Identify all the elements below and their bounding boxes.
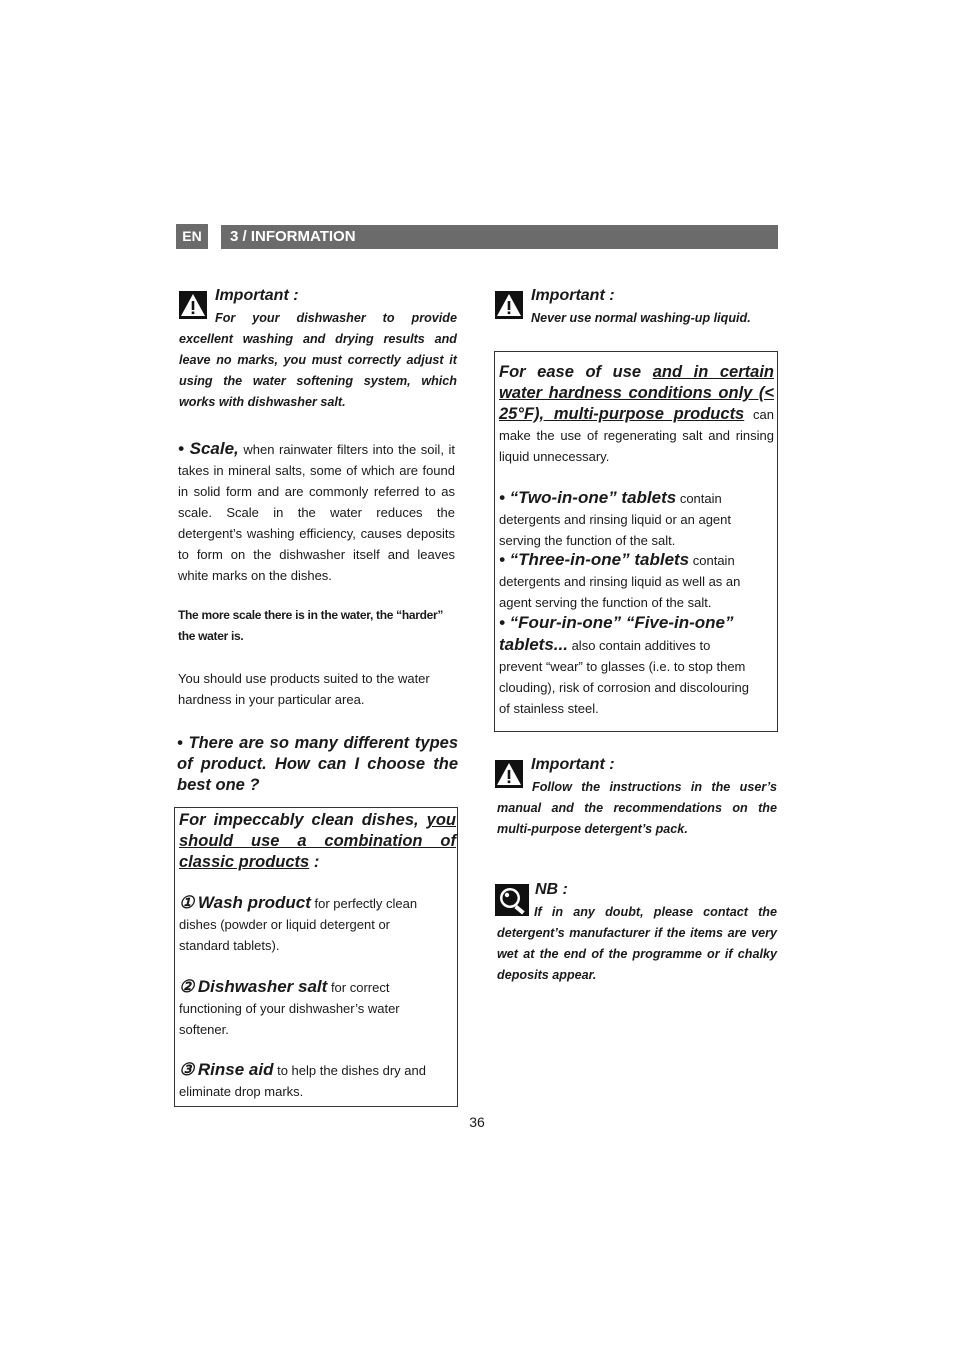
products-suited-text: You should use products suited to the water hardness in your particular area. [178,671,430,707]
question-heading: • There are so many different types of product. How can I choose the best one ? [177,734,458,794]
important-text-1: For your dishwasher to provide excellent washing and drying results and leave no marks, you must correctly adjust it using the water softening system, which works with dishwasher salt. [179,311,457,409]
important-title-3: Important : [531,756,615,773]
multi-purpose-intro [499,362,774,467]
item-name-two-in-one: • “Two-in-one” tablets [499,488,677,507]
item-dishwasher-salt [179,976,429,1040]
page-number: 36 [469,1114,485,1130]
intro-underlined: you should use a combination of classic products [179,811,456,871]
section-title: 3 / INFORMATION [221,225,778,249]
item-text-four-five-in-one: also contain additives to prevent “wear” to glasses (i.e. to stop them clouding), risk of corrosion and discolouring of stainless steel. [499,638,750,716]
intro-rest: can make the use of regenerating salt and rinsing liquid unnecessary. [499,407,774,464]
item-text-two-in-one: contain detergents and rinsing liquid or an agent serving the function of the salt. [499,491,731,548]
important-text-3: Follow the instructions in the user’s manual and the recommendations on the multi-purpose detergent’s pack. [497,780,777,836]
item-number-2: ② [179,977,195,996]
intro-plain: For impeccably clean dishes, [179,811,419,829]
item-text-three-in-one: contain detergents and rinsing liquid as well as an agent serving the function of the salt. [499,553,741,610]
scale-text: when rainwater filters into the soil, it takes in mineral salts, some of which are found in solid form and are commonly referred to as scale. Scale in the water reduces the detergent’s washing efficiency, causes deposits to form on the dishwasher itself and leaves white marks on the dishes. [178,442,455,583]
important-title-2: Important : [531,287,615,304]
language-badge: EN [176,224,208,249]
item-text-2: for correct functioning of your dishwasher’s water softener. [179,980,400,1037]
scale-paragraph [178,438,455,586]
item-number-3: ③ [179,1060,195,1079]
harder-note: The more scale there is in the water, the “harder” the water is. [178,608,444,643]
item-text-1: for perfectly clean dishes (powder or liquid detergent or standard tablets). [179,896,418,953]
item-name-four-five-in-one: • “Four-in-one” “Five-in-one” tablets... [499,613,734,654]
important-title-1: Important : [215,287,299,304]
item-wash-product [179,892,429,956]
important-text-2: Never use normal washing-up liquid. [531,311,751,325]
warning-icon [495,291,523,319]
item-four-five-in-one [499,612,749,719]
item-number-1: ① [179,893,195,912]
item-name-three-in-one: • “Three-in-one” tablets [499,550,690,569]
nb-text: If in any doubt, please contact the detergent’s manufacturer if the items are very wet at the end of the programme or if chalky deposits appear. [497,905,777,982]
classic-products-intro [179,810,456,873]
item-name-3: Rinse aid [197,1060,274,1079]
item-rinse-aid [179,1059,429,1102]
scale-heading: • Scale, [178,439,239,458]
nb-title: NB : [535,881,568,898]
classic-products-box [174,807,458,1107]
intro-underlined: and in certain water hardness conditions only (< 25°F), multi-purpose products [499,363,774,423]
intro-end: : [309,853,320,871]
item-name-1: Wash product [197,893,311,912]
item-two-in-one [499,487,749,551]
multi-purpose-box [494,351,778,732]
item-three-in-one [499,549,754,613]
intro-plain: For ease of use [499,363,653,381]
item-text-3: to help the dishes dry and eliminate drop marks. [179,1063,426,1099]
item-name-2: Dishwasher salt [197,977,328,996]
